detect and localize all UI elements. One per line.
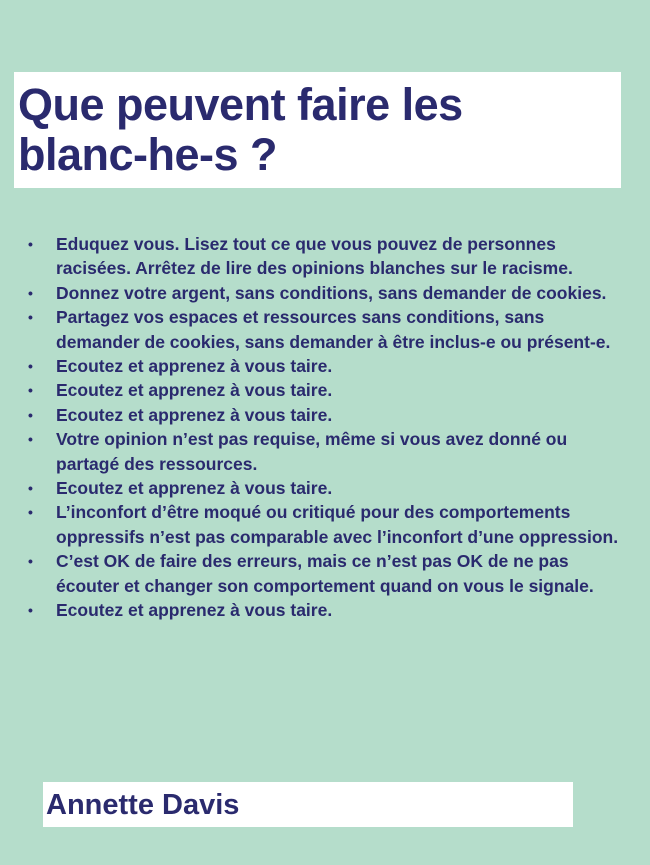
list-item xyxy=(28,354,628,378)
bullet-dot-icon: • xyxy=(28,480,33,497)
bullet-dot-icon: • xyxy=(28,309,33,326)
list-item-text: Ecoutez et apprenez à vous taire. xyxy=(56,600,333,621)
list-item-text: Donnez votre argent, sans conditions, sans demander de cookies. xyxy=(56,282,607,303)
list-item xyxy=(28,549,628,598)
list-item-text: Ecoutez et apprenez à vous taire. xyxy=(56,380,333,401)
bullet-dot-icon: • xyxy=(28,553,33,570)
bullet-dot-icon: • xyxy=(28,431,33,448)
list-item-text: Ecoutez et apprenez à vous taire. xyxy=(56,404,333,425)
list-item xyxy=(28,427,628,476)
list-item-text: Ecoutez et apprenez à vous taire. xyxy=(56,356,333,377)
list-item-text: Partagez vos espaces et ressources sans conditions, sans demander de cookies, sans demander à être inclus-e ou présent-e. xyxy=(56,307,611,352)
bullet-dot-icon: • xyxy=(28,358,33,375)
list-item xyxy=(28,232,628,281)
list-item xyxy=(28,378,628,402)
list-item-text: L’inconfort d’être moqué ou critiqué pour des comportements oppressifs n’est pas comparable avec l’inconfort d’une oppression. xyxy=(56,502,619,547)
title-box xyxy=(14,72,621,188)
bullet-dot-icon: • xyxy=(28,602,33,619)
list-item xyxy=(28,598,628,622)
list-item xyxy=(28,500,628,549)
bullet-dot-icon: • xyxy=(28,406,33,423)
list-item xyxy=(28,281,628,305)
author-name: Annette Davis xyxy=(46,789,240,821)
list-item-text: C’est OK de faire des erreurs, mais ce n’est pas OK de ne pas écouter et changer son comportement quand on vous le signale. xyxy=(56,551,594,596)
bullet-dot-icon: • xyxy=(28,236,33,252)
author-box xyxy=(43,782,573,827)
bullet-dot-icon: • xyxy=(28,504,33,521)
list-item-text: Ecoutez et apprenez à vous taire. xyxy=(56,478,333,499)
list-item-text: Votre opinion n’est pas requise, même si vous avez donné ou partagé des ressources. xyxy=(56,429,568,474)
page-title: Que peuvent faire les blanc-he-s ? xyxy=(18,79,463,180)
list-item xyxy=(28,403,628,427)
list-item xyxy=(28,305,628,354)
bullet-dot-icon: • xyxy=(28,284,33,301)
bullet-dot-icon: • xyxy=(28,382,33,399)
list-item-text: Eduquez vous. Lisez tout ce que vous pouvez de personnes racisées. Arrêtez de lire des opinions blanches sur le racisme. xyxy=(56,234,573,279)
bullet-list xyxy=(28,232,628,623)
list-item xyxy=(28,476,628,500)
